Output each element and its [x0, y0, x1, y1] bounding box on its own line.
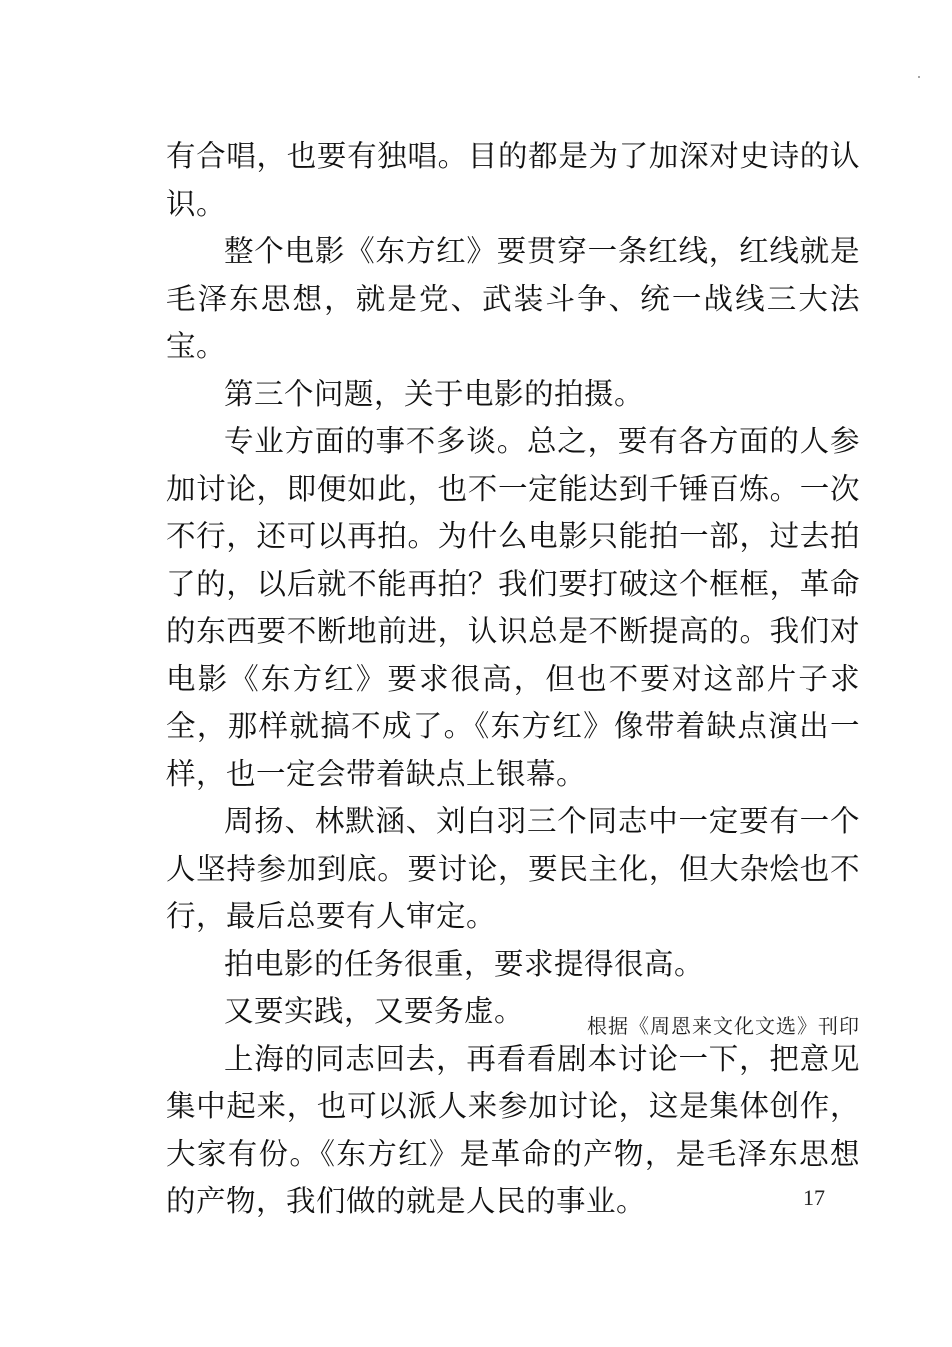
scan-speck: [918, 76, 920, 78]
paragraph-heavy-task: 拍电影的任务很重，要求提得很高。: [224, 946, 705, 981]
paragraph-red-line: 整个电影《东方红》要贯穿一条红线，红线就是毛泽东思想，就是党、武装斗争、统一战线三大法宝。: [166, 234, 860, 363]
paragraph-practice: 又要实践，又要务虚。: [224, 994, 525, 1028]
source-note: 根据《周恩来文化文选》刊印: [587, 1014, 860, 1038]
paragraph-continuation: 有合唱，也要有独唱。目的都是为了加深对史诗的认识。: [166, 139, 860, 221]
paragraph-professional-matters: 专业方面的事不多谈。总之，要有各方面的人参加讨论，即便如此，也不一定能达到千锤百炼。一次不行，还可以再拍。为什么电影只能拍一部，过去拍了的，以后就不能再拍？我们要打破这个框框，革命的东西要不断地前进，认识总是不断提高的。我们对电影《东方红》要求很高，但也不要对这部片子求全，那样就搞不成了。《东方红》像带着缺点演出一样，也一定会带着缺点上银幕。: [166, 424, 860, 791]
paragraph-third-question: 第三个问题，关于电影的拍摄。: [224, 376, 645, 411]
page-number: 17: [803, 1185, 825, 1210]
paragraph-shanghai-comrades: 上海的同志回去，再看看剧本讨论一下，把意见集中起来，也可以派人来参加讨论，这是集体创作，大家有份。《东方红》是革命的产物，是毛泽东思想的产物，我们做的就是人民的事业。: [166, 1041, 860, 1218]
paragraph-review-committee: 周扬、林默涵、刘白羽三个同志中一定要有一个人坚持参加到底。要讨论，要民主化，但大杂烩也不行，最后总要有人审定。: [166, 804, 860, 933]
body-text: [166, 133, 860, 1226]
